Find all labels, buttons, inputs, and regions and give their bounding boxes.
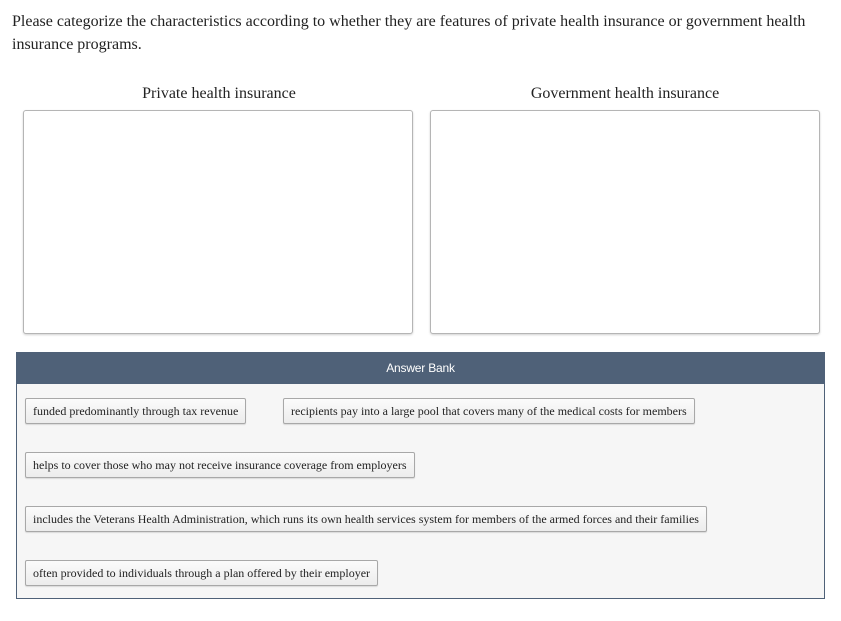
answer-chip-pay-into-pool[interactable]: recipients pay into a large pool that covers many of the medical costs for members [283,398,695,424]
answer-chip-veterans-health[interactable]: includes the Veterans Health Administration, which runs its own health services system for members of the armed forces and their families [25,506,707,532]
answer-chip-employer-plan[interactable]: often provided to individuals through a plan offered by their employer [25,560,378,586]
question-prompt: Please categorize the characteristics according to whether they are features of private health insurance or government health insurance programs. [12,13,806,53]
answer-chip-tax-revenue[interactable]: funded predominantly through tax revenue [25,398,246,424]
private-insurance-drop-zone[interactable] [23,110,413,334]
private-insurance-title: Private health insurance [142,85,296,102]
answer-bank[interactable] [16,352,825,599]
government-insurance-drop-zone[interactable] [430,110,820,334]
government-insurance-title: Government health insurance [530,85,720,102]
answer-chip-cover-uninsured[interactable]: helps to cover those who may not receive insurance coverage from employers [25,452,415,478]
answer-bank-header: Answer Bank [17,353,824,384]
